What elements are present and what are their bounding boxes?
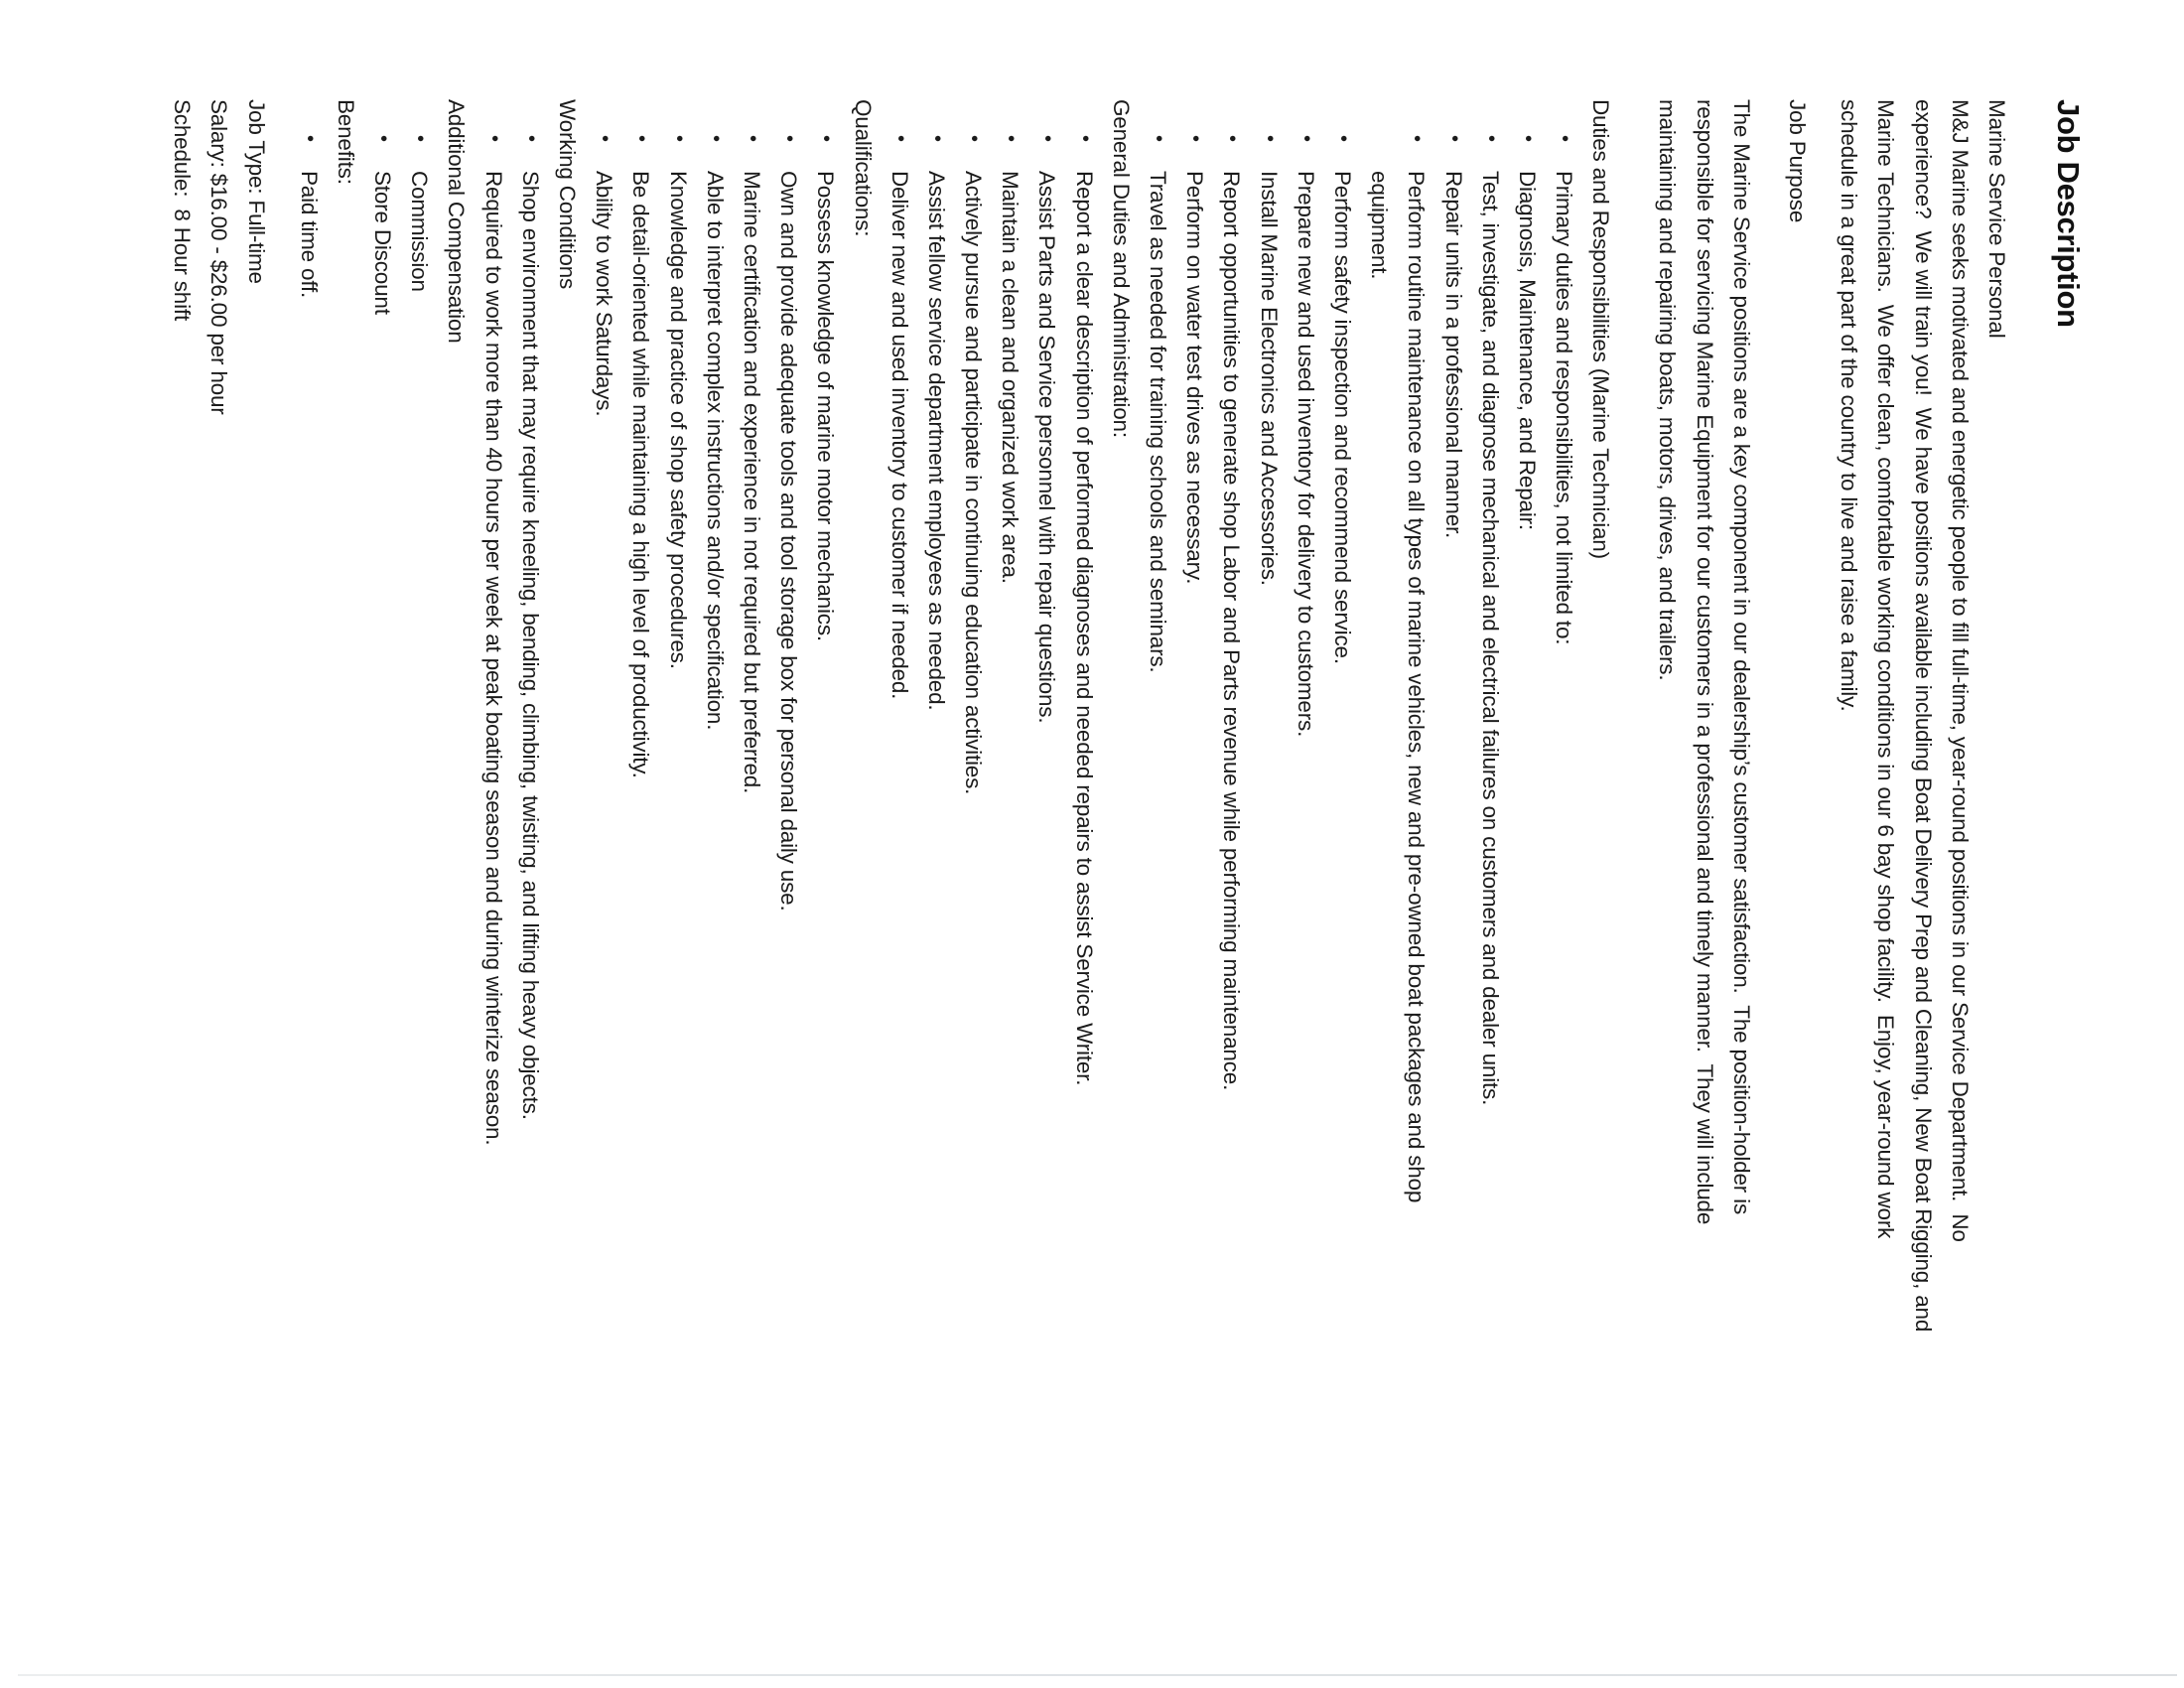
bullet-marker-icon: • xyxy=(409,135,432,142)
doc-bullet-text: Able to interpret complex instructions and/or specification. xyxy=(702,171,728,731)
bullet-marker-icon: • xyxy=(704,135,727,142)
bullet-marker-icon: • xyxy=(1479,135,1502,142)
doc-bullet-line xyxy=(1288,99,1324,1601)
doc-bullet-text: Report a clear description of performed diagnoses and needed repairs to assist Service Writer. xyxy=(1071,171,1097,1086)
doc-bullet-line xyxy=(291,99,328,1601)
bullet-marker-icon: • xyxy=(519,135,542,142)
doc-bullet-text: Possess knowledge of marine motor mechanics. xyxy=(813,171,839,641)
doc-bullet-line xyxy=(1213,99,1250,1601)
bullet-marker-icon: • xyxy=(372,135,395,142)
bullet-marker-icon: • xyxy=(925,135,948,142)
bullet-marker-icon: • xyxy=(1295,135,1317,142)
doc-bullet-text: Perform on water test drives as necessary. xyxy=(1182,171,1208,585)
doc-bullet-line xyxy=(1509,99,1546,1601)
doc-bullet-line xyxy=(992,99,1028,1601)
bullet-marker-icon: • xyxy=(815,135,838,142)
doc-bullet-text: Travel as needed for training schools and seminars. xyxy=(1146,171,1171,673)
doc-body-line: Marine Service Personal xyxy=(1984,99,2009,339)
doc-bullet-text: Maintain a clean and organized work area. xyxy=(998,171,1024,584)
doc-body-line: The Marine Service positions are a key component in our dealership’s customer satisfaction. The position-holder is xyxy=(1728,99,1754,1214)
doc-bullet-line xyxy=(1546,99,1582,1601)
doc-bullet-line xyxy=(1176,99,1213,1601)
bullet-marker-icon: • xyxy=(1073,135,1096,142)
bullet-marker-icon: • xyxy=(1221,135,1244,142)
doc-bullet-line xyxy=(1066,99,1103,1601)
doc-bullet-line xyxy=(882,99,918,1601)
doc-heading-line: General Duties and Administration: xyxy=(1108,99,1134,438)
bullet-marker-icon: • xyxy=(482,135,505,142)
doc-blank-line xyxy=(1619,99,1649,1601)
doc-body-line: Schedule: 8 Hour shift xyxy=(170,99,196,322)
doc-cont-line: equipment. xyxy=(1367,171,1393,280)
doc-body-line: schedule in a great part of the country to live and raise a family. xyxy=(1837,99,1862,712)
doc-blank-line xyxy=(275,99,291,1601)
bullet-marker-icon: • xyxy=(1148,135,1170,142)
doc-body-line: maintaining and repairing boats, motors, drives, and trailers. xyxy=(1655,99,1681,681)
doc-bullet-line xyxy=(697,99,734,1601)
doc-bullet-text: Assist fellow service department employees as needed. xyxy=(923,171,949,711)
bullet-marker-icon: • xyxy=(667,135,690,142)
doc-body-line: M&J Marine seeks motivated and energetic people to fill full-time, year-round positions in our Service Department. No xyxy=(1947,99,1973,1242)
doc-blank-line xyxy=(1816,99,1831,1601)
doc-bullet-text: Primary duties and responsibilities, not limited to: xyxy=(1552,171,1577,645)
doc-bullet-line xyxy=(1250,99,1287,1601)
bullet-marker-icon: • xyxy=(1442,135,1465,142)
doc-title-line: Job Description xyxy=(2051,99,2086,328)
doc-bullet-text: Deliver new and used inventory to customer if needed. xyxy=(887,171,912,700)
doc-bullet-text: Report opportunities to generate shop Labor and Parts revenue while performing maintenance. xyxy=(1219,171,1245,1091)
bullet-marker-icon: • xyxy=(888,135,911,142)
doc-bullet-line xyxy=(807,99,844,1601)
doc-bullet-text: Perform safety inspection and recommend service. xyxy=(1330,171,1355,664)
doc-heading-line: Working Conditions xyxy=(555,99,581,290)
bullet-marker-icon: • xyxy=(1554,135,1576,142)
doc-bullet-line xyxy=(770,99,807,1601)
doc-body-line: Job Type: Full-time xyxy=(243,99,269,284)
doc-bullet-text: Repair units in a professional manner. xyxy=(1440,171,1466,539)
doc-bullet-text: Diagnosis, Maintenance, and Repair: xyxy=(1514,171,1540,530)
doc-bullet-text: Install Marine Electronics and Accessories. xyxy=(1256,171,1282,586)
bullet-marker-icon: • xyxy=(1258,135,1281,142)
doc-bullet-text: Actively pursue and participate in continuing education activities. xyxy=(961,171,987,795)
doc-bullet-line xyxy=(476,99,512,1601)
bullet-marker-icon: • xyxy=(1000,135,1023,142)
bullet-marker-icon: • xyxy=(1036,135,1059,142)
doc-heading-line: Benefits: xyxy=(333,99,358,185)
doc-bullet-text: Shop environment that may require kneeling, bending, climbing, twisting, and lifting heavy objects. xyxy=(517,171,543,1120)
doc-heading-line: Qualifications: xyxy=(850,99,876,237)
doc-bullet-line xyxy=(512,99,549,1601)
doc-bullet-text: Perform routine maintenance on all types of marine vehicles, new and pre-owned boat packages and shop xyxy=(1404,171,1430,1203)
doc-bullet-text: Required to work more than 40 hours per week at peak boating season and during winterize season. xyxy=(480,171,506,1146)
doc-bullet-line xyxy=(401,99,438,1601)
doc-bullet-line xyxy=(955,99,992,1601)
bullet-marker-icon: • xyxy=(742,135,763,142)
bullet-marker-icon: • xyxy=(1332,135,1354,142)
doc-bullet-line xyxy=(622,99,659,1601)
doc-bullet-text: Be detail-oriented while maintaining a high level of productivity. xyxy=(628,171,654,778)
doc-bullet-text: Ability to work Saturdays. xyxy=(592,171,617,417)
doc-bullet-line xyxy=(1434,99,1471,1601)
doc-bullet-line xyxy=(1324,99,1361,1601)
doc-body-line: responsible for servicing Marine Equipment for our customers in a professional and timely manner. They will include xyxy=(1692,99,1717,1225)
doc-bullet-text: Knowledge and practice of shop safety procedures. xyxy=(665,171,691,669)
doc-bullet-text: Assist Parts and Service personnel with repair questions. xyxy=(1034,171,1060,724)
doc-bullet-line xyxy=(1140,99,1176,1601)
bullet-marker-icon: • xyxy=(778,135,801,142)
doc-heading-line: Additional Compensation xyxy=(444,99,470,344)
doc-heading-line: Duties and Responsibilities (Marine Technician) xyxy=(1588,99,1614,559)
doc-bullet-text: Test, investigate, and diagnose mechanical and electrical failures on customers and dealer units. xyxy=(1477,171,1503,1106)
doc-bullet-line xyxy=(918,99,955,1601)
bullet-marker-icon: • xyxy=(630,135,653,142)
doc-bullet-text: Prepare new and used inventory for delivery to customers. xyxy=(1293,171,1318,738)
bullet-marker-icon: • xyxy=(1406,135,1429,142)
bullet-marker-icon: • xyxy=(594,135,616,142)
doc-bullet-text: Commission xyxy=(407,171,433,292)
bullet-marker-icon: • xyxy=(963,135,986,142)
doc-bullet-line xyxy=(734,99,770,1601)
bullet-marker-icon: • xyxy=(1184,135,1207,142)
doc-body-line: Salary: $16.00 - $26.00 per hour xyxy=(206,99,232,415)
doc-bullet-text: Store Discount xyxy=(370,171,396,315)
doc-bullet-line xyxy=(1472,99,1509,1601)
doc-bullet-text: Own and provide adequate tools and tool storage box for personal daily use. xyxy=(776,171,802,912)
bullet-marker-icon: • xyxy=(1516,135,1539,142)
doc-heading-line: Job Purpose xyxy=(1785,99,1811,223)
doc-bullet-line xyxy=(659,99,696,1601)
doc-blank-line xyxy=(1760,99,1779,1601)
doc-bullet-line xyxy=(364,99,401,1601)
doc-bullet-line xyxy=(1028,99,1065,1601)
doc-bullet-line xyxy=(586,99,622,1601)
doc-body-line: Marine Technicians. We offer clean, comfortable working conditions in our 6 bay shop facility. Enjoy, year-round work xyxy=(1873,99,1899,1239)
doc-bullet-text: Paid time off. xyxy=(296,171,322,299)
doc-bullet-text: Marine certification and experience in not required but preferred. xyxy=(740,171,764,794)
doc-body-line: experience? We will train you! We have positions available including Boat Delivery Prep and Cleaning, New Boat Rigging, and xyxy=(1910,99,1936,1333)
doc-bullet-line xyxy=(1398,99,1434,1601)
bullet-marker-icon: • xyxy=(298,135,321,142)
